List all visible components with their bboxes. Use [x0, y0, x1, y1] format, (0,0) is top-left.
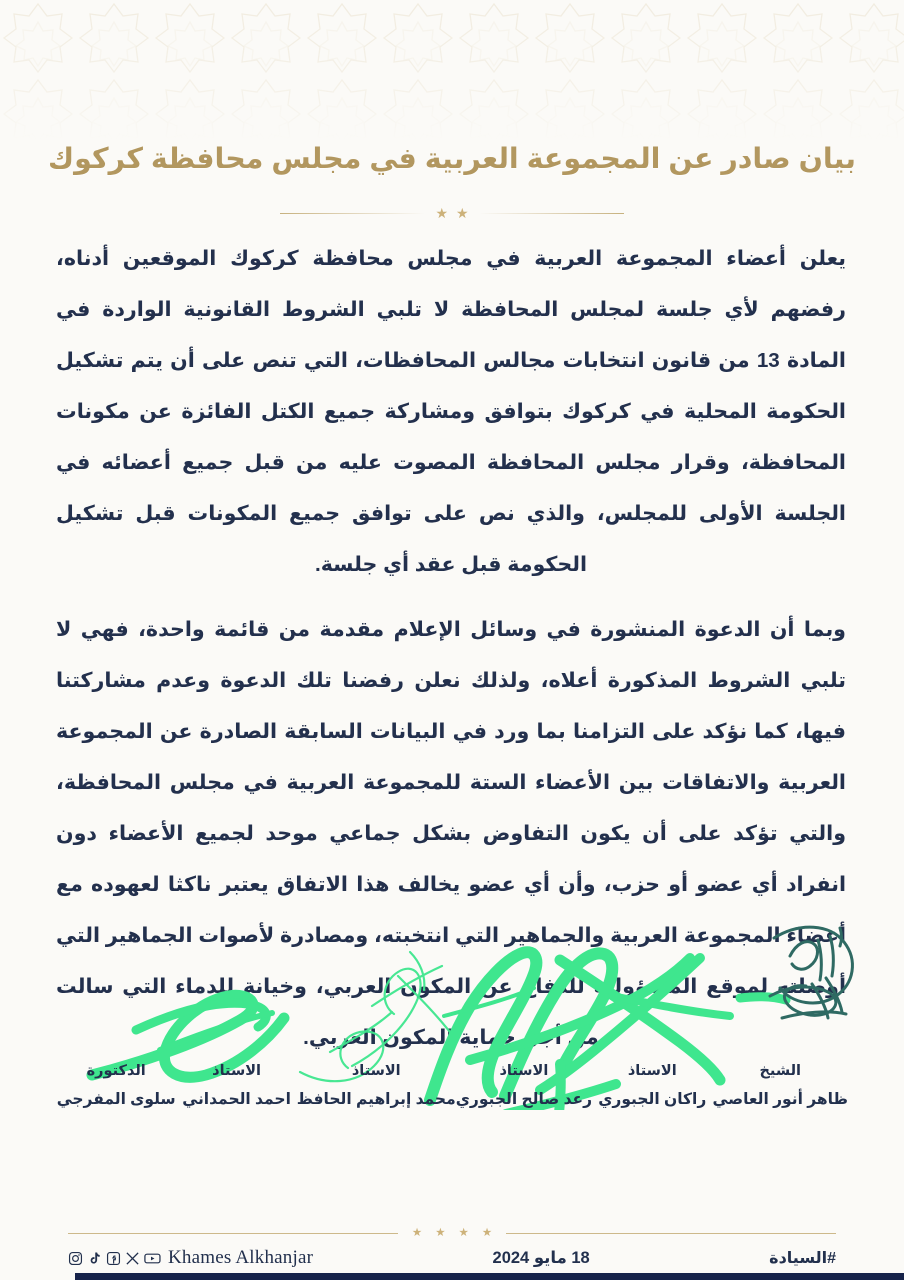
- signer-item: [592, 1062, 712, 1110]
- instagram-icon[interactable]: [68, 1251, 83, 1266]
- signer-name: سلوى المفرجي: [56, 1091, 176, 1109]
- footer-stars: [398, 1228, 506, 1240]
- signer-title: الاستاذ: [351, 1063, 401, 1079]
- title-container: [0, 140, 904, 178]
- account-handle[interactable]: Khames Alkhanjar: [168, 1247, 314, 1268]
- signer-name: ظاهر أنور العاصي: [712, 1091, 849, 1109]
- social-handle-block: [68, 1247, 313, 1269]
- star-icon: ★: [458, 1227, 469, 1239]
- hashtag-sovereignty[interactable]: #السيادة: [769, 1250, 836, 1267]
- signer-item: [456, 1062, 592, 1110]
- signers-row: [0, 1062, 904, 1110]
- statement-body: [56, 233, 846, 1069]
- facebook-icon[interactable]: [106, 1251, 121, 1266]
- divider-rule-left: [479, 213, 624, 214]
- publication-date: 18 مايو 2024: [492, 1249, 590, 1267]
- signer-title: الشيخ: [759, 1063, 801, 1079]
- islamic-star-pattern: [0, 0, 904, 140]
- signer-item: [56, 1062, 176, 1110]
- star-icon: ★: [456, 205, 469, 221]
- signer-name: احمد الحمداني: [182, 1091, 291, 1109]
- youtube-icon[interactable]: [144, 1251, 161, 1266]
- footer: [0, 1243, 904, 1273]
- signer-item: [712, 1062, 848, 1110]
- star-icon: ★: [481, 1227, 493, 1239]
- signer-item: [176, 1062, 296, 1110]
- footer-divider: [0, 1228, 904, 1240]
- paragraph-2: وبما أن الدعوة المنشورة في وسائل الإعلام مقدمة من قائمة واحدة، فهي لا تلبي الشروط المذكورة أعلاه، ولذلك نعلن رفضنا تلك الدعوة وعدم مشاركتنا فيها، كما نؤكد على التزامنا بما ورد في البيانات السابقة الصادرة عن المجموعة العربية والاتفاقات بين الأعضاء الستة للمجموعة العربية في مجلس المحافظة، والتي تؤكد على أن يكون التفاوض بشكل جماعي موحد لجميع الأعضاء دون انفراد أي عضو أو حزب، وأن أي عضو يخالف هذا الاتفاق يعتبر ناكثا لعهوده مع أعضاء المجموعة العربية والجماهير التي انتخبته، ومصادرة لأصوات الجماهير التي أوصلته لموقع المسؤولية للدفاع عن المكون العربي، وخيانة للدماء التي سالت من أجل حماية المكون العربي.: [56, 618, 846, 1049]
- signer-title: الاستاذ: [627, 1063, 677, 1079]
- star-icon: ★: [435, 1227, 446, 1239]
- signer-name: رعد صالح الجبوري: [455, 1091, 593, 1109]
- tiktok-icon[interactable]: [87, 1251, 102, 1266]
- bottom-accent-bar: [75, 1273, 904, 1280]
- signer-name: راكان الجبوري: [598, 1091, 707, 1109]
- divider-rule-right: [280, 213, 425, 214]
- signer-title: الاستاذ: [212, 1063, 261, 1079]
- top-divider: [0, 206, 904, 220]
- signer-item: [297, 1062, 456, 1110]
- signer-title: الدكتورة: [86, 1063, 146, 1079]
- signer-title: الاستاذ: [499, 1063, 549, 1079]
- page-title: بيان صادر عن المجموعة العربية في مجلس محافظة كركوك: [48, 143, 856, 175]
- footer-rule-right: [68, 1233, 398, 1234]
- star-icon: ★: [411, 1227, 423, 1239]
- star-icon: ★: [435, 205, 448, 221]
- paragraph-1: يعلن أعضاء المجموعة العربية في مجلس محافظة كركوك الموقعين أدناه، رفضهم لأي جلسة لمجلس المحافظة لا تلبي الشروط القانونية الواردة في المادة 13 من قانون انتخابات مجالس المحافظات، التي تنص على أن يتم تشكيل الحكومة المحلية في كركوك بتوافق ومشاركة جميع الكتل الفائزة عن مكونات المحافظة، وقرار مجلس المحافظة المصوت عليه من قبل جميع أعضائه في الجلسة الأولى للمجلس، والذي نص على توافق جميع المكونات قبل تشكيل الحكومة قبل عقد أي جلسة.: [56, 247, 846, 576]
- x-twitter-icon[interactable]: [125, 1251, 140, 1266]
- footer-rule-left: [506, 1233, 836, 1234]
- signer-name: محمد إبراهيم الحافظ: [296, 1091, 456, 1109]
- divider-stars: [425, 206, 478, 220]
- social-icons: [68, 1251, 161, 1266]
